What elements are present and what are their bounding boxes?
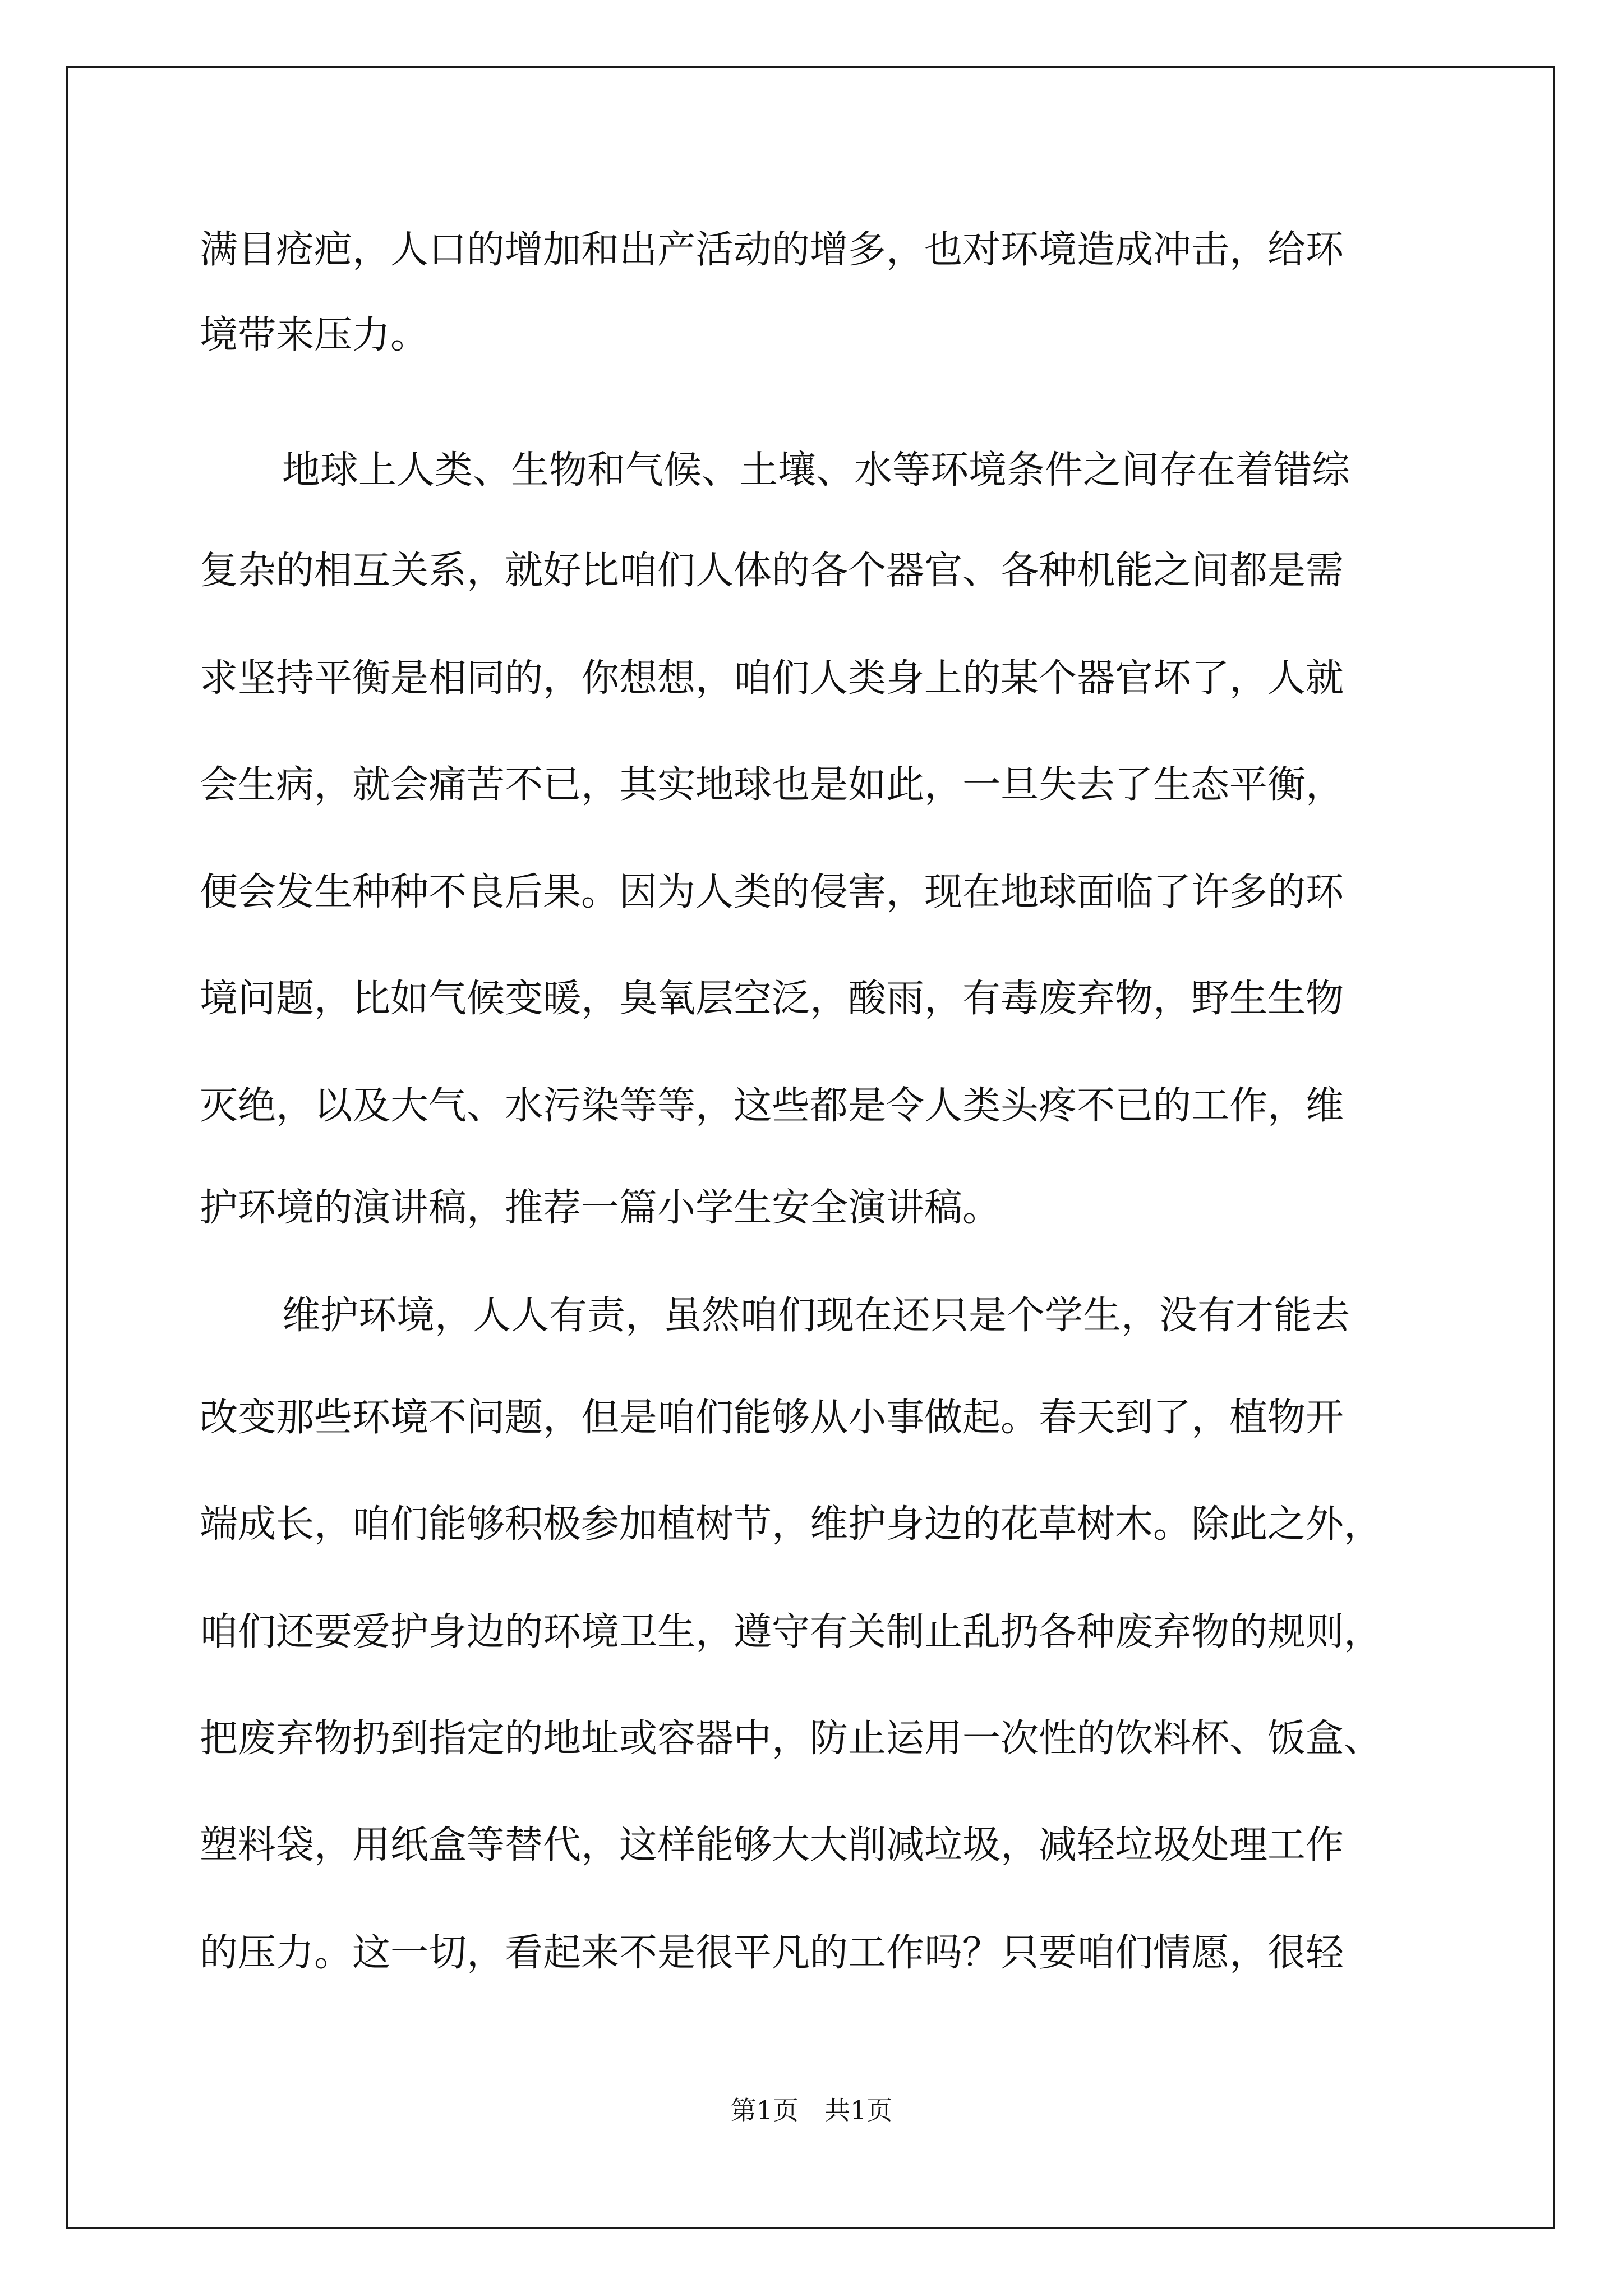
paragraph-line: 境带来压力。 <box>200 313 429 357</box>
paragraph-line: 护环境的演讲稿，推荐一篇小学生安全演讲稿。 <box>200 1186 1001 1230</box>
paragraph-line: 咱们还要爱护身边的环境卫生，遵守有关制止乱扔各种废弃物的规则， <box>200 1610 1382 1654</box>
paragraph-line: 便会发生种种不良后果。因为人类的侵害，现在地球面临了许多的环 <box>200 870 1344 914</box>
paragraph-line: 改变那些环境不问题，但是咱们能够从小事做起。春天到了，植物开 <box>200 1396 1344 1440</box>
paragraph-line: 满目疮疤，人口的增加和出产活动的增多，也对环境造成冲击，给环 <box>200 228 1344 272</box>
paragraph-line: 的压力。这一切，看起来不是很平凡的工作吗？只要咱们情愿，很轻 <box>200 1931 1344 1975</box>
paragraph-line: 境问题，比如气候变暖，臭氧层空泛，酸雨，有毒废弃物，野生生物 <box>200 977 1344 1021</box>
paragraph-line: 求坚持平衡是相同的，你想想，咱们人类身上的某个器官坏了，人就 <box>200 656 1344 701</box>
paragraph-line: 把废弃物扔到指定的地址或容器中，防止运用一次性的饮料杯、饭盒、 <box>200 1717 1382 1761</box>
paragraph-line: 灭绝，以及大气、水污染等等，这些都是令人类头疼不已的工作，维 <box>200 1084 1344 1128</box>
paragraph-line: 会生病，就会痛苦不已，其实地球也是如此，一旦失去了生态平衡， <box>200 763 1344 807</box>
page-border <box>66 66 1555 2229</box>
paragraph-line: 维护环境，人人有责，虽然咱们现在还只是个学生，没有才能去 <box>282 1294 1350 1338</box>
paragraph-line: 塑料袋，用纸盒等替代，这样能够大大削减垃圾，减轻垃圾处理工作 <box>200 1823 1344 1867</box>
paragraph-line: 复杂的相互关系，就好比咱们人体的各个器官、各种机能之间都是需 <box>200 549 1344 593</box>
paragraph-line: 地球上人类、生物和气候、土壤、水等环境条件之间存在着错综 <box>282 448 1350 493</box>
paragraph-line: 端成长，咱们能够积极参加植树节，维护身边的花草树木。除此之外， <box>200 1502 1382 1547</box>
page-number-footer: 第1页 共1页 <box>730 2095 893 2125</box>
